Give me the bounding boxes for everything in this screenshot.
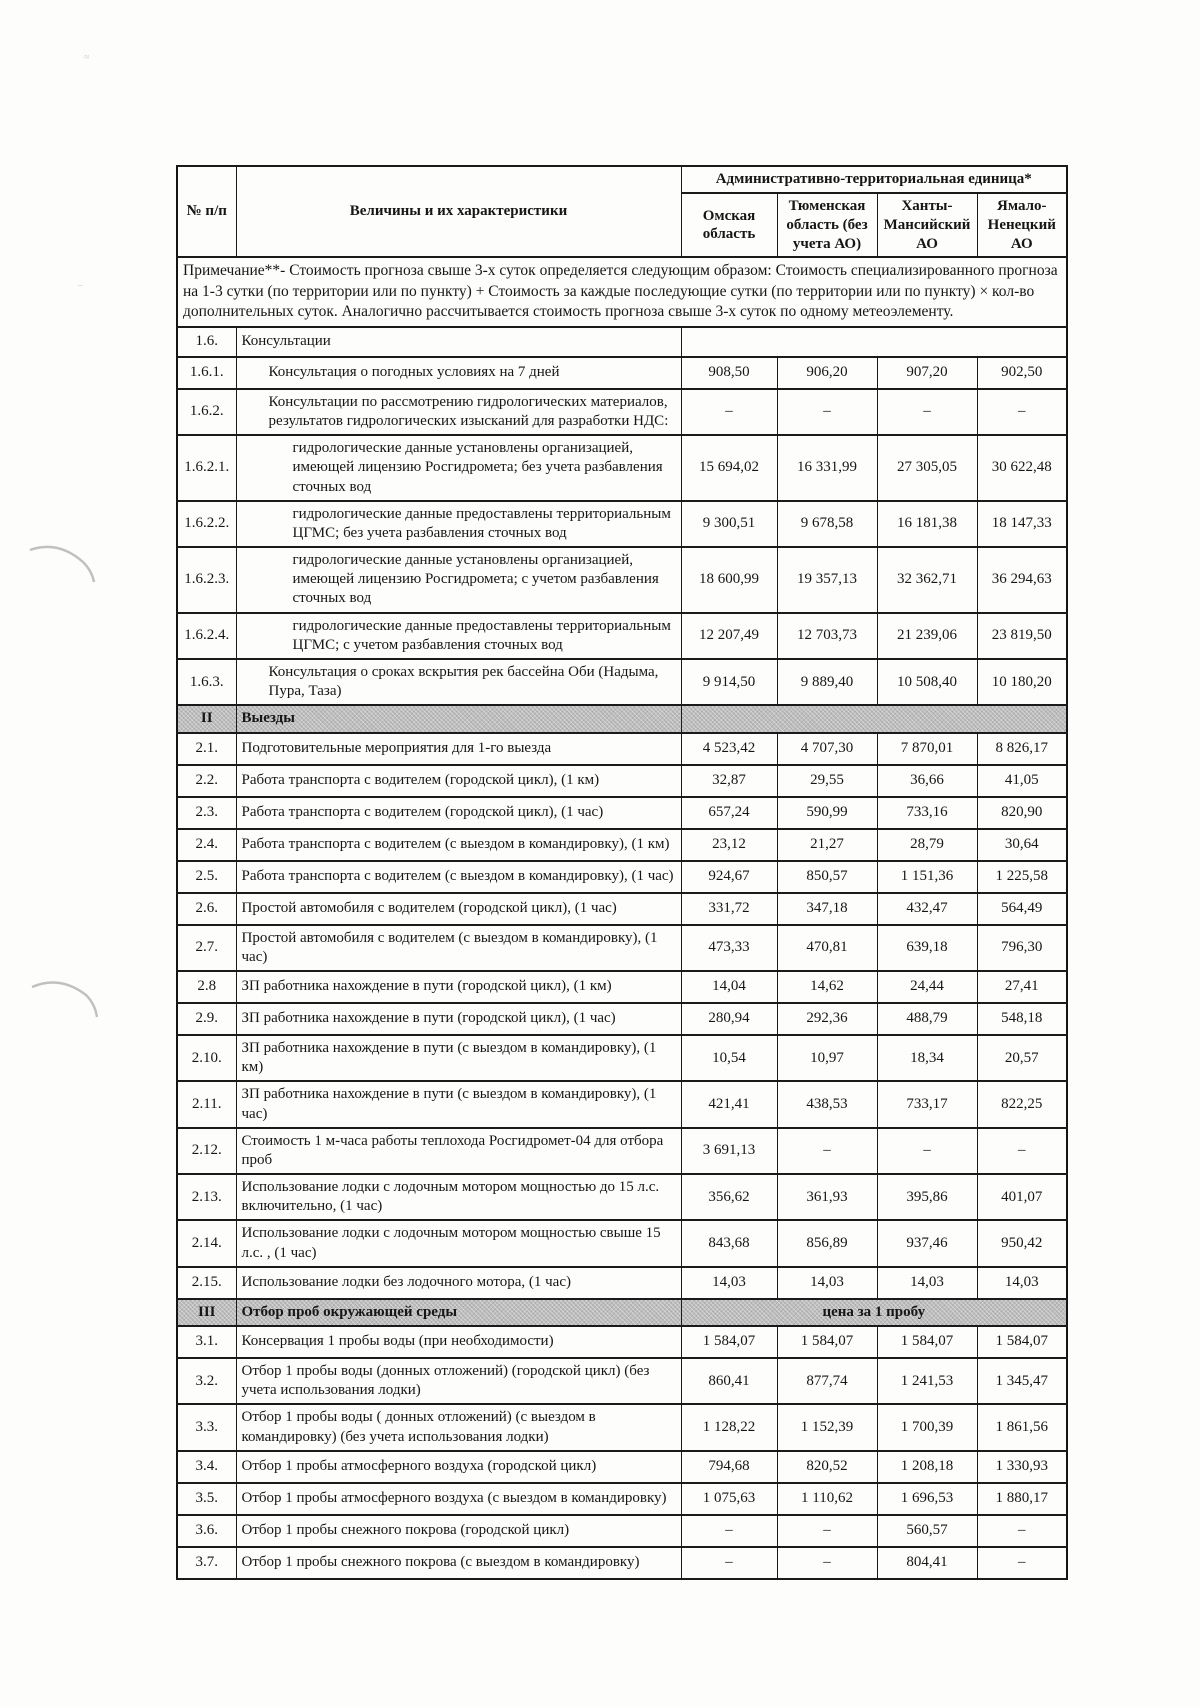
table-row: [177, 435, 1067, 501]
row-number-cell: 1.6.3.: [177, 659, 236, 705]
table-row: [177, 971, 1067, 1003]
value-cell: 950,42: [977, 1220, 1067, 1266]
row-span-cell: [681, 705, 1067, 732]
header-row-top: [177, 166, 1067, 193]
table-row: [177, 1515, 1067, 1547]
row-number-cell: 2.14.: [177, 1220, 236, 1266]
value-cell: 1 584,07: [681, 1326, 777, 1358]
row-desc-cell: Отбор 1 пробы атмосферного воздуха (с выездом в командировку): [236, 1483, 681, 1515]
row-number-cell: 2.12.: [177, 1128, 236, 1174]
row-number-cell: II: [177, 705, 236, 732]
row-desc-cell: Простой автомобиля с водителем (городской цикл), (1 час): [236, 893, 681, 925]
value-cell: –: [777, 389, 877, 435]
row-number-cell: 2.2.: [177, 765, 236, 797]
value-cell: 1 584,07: [777, 1326, 877, 1358]
value-cell: –: [681, 1515, 777, 1547]
value-cell: 843,68: [681, 1220, 777, 1266]
row-number-cell: 3.1.: [177, 1326, 236, 1358]
value-cell: 41,05: [977, 765, 1067, 797]
table-row: [177, 733, 1067, 765]
table-row: [177, 1220, 1067, 1266]
value-cell: –: [877, 389, 977, 435]
value-cell: –: [977, 389, 1067, 435]
table-row: [177, 1174, 1067, 1220]
value-cell: –: [681, 1547, 777, 1579]
scan-speck: ≈: [84, 52, 90, 63]
value-cell: 347,18: [777, 893, 877, 925]
value-cell: 804,41: [877, 1547, 977, 1579]
value-cell: 15 694,02: [681, 435, 777, 501]
row-desc-cell: Консультация о сроках вскрытия рек бассейна Оби (Надыма, Пура, Таза): [236, 659, 681, 705]
row-number-cell: 2.3.: [177, 797, 236, 829]
group-row: [177, 327, 1067, 357]
row-number-cell: 2.9.: [177, 1003, 236, 1035]
price-table: [176, 165, 1068, 1580]
table-row: [177, 1081, 1067, 1127]
table-row: [177, 357, 1067, 389]
value-cell: 1 861,56: [977, 1404, 1067, 1450]
value-cell: –: [777, 1547, 877, 1579]
row-number-cell: 3.3.: [177, 1404, 236, 1450]
table-row: [177, 1358, 1067, 1404]
value-cell: 488,79: [877, 1003, 977, 1035]
value-cell: 4 523,42: [681, 733, 777, 765]
table-row: [177, 1483, 1067, 1515]
value-cell: 1 110,62: [777, 1483, 877, 1515]
table-row: [177, 1547, 1067, 1579]
table-row: [177, 389, 1067, 435]
value-cell: 9 914,50: [681, 659, 777, 705]
row-span-cell: [681, 327, 1067, 357]
row-label-cell: Консультации: [236, 327, 681, 357]
table-row: [177, 1451, 1067, 1483]
table-row: [177, 501, 1067, 547]
value-cell: 1 241,53: [877, 1358, 977, 1404]
row-number-cell: 1.6.1.: [177, 357, 236, 389]
row-desc-cell: Использование лодки без лодочного мотора, (1 час): [236, 1267, 681, 1299]
row-desc-cell: Консультации по рассмотрению гидрологических материалов, результатов гидрологических изысканий для разработки НДС:: [236, 389, 681, 435]
value-cell: 856,89: [777, 1220, 877, 1266]
table-row: [177, 925, 1067, 971]
value-cell: 733,17: [877, 1081, 977, 1127]
table-row: [177, 1003, 1067, 1035]
value-cell: 860,41: [681, 1358, 777, 1404]
row-number-cell: 1.6.2.3.: [177, 547, 236, 613]
row-desc-cell: Использование лодки с лодочным мотором мощностью свыше 15 л.с. , (1 час): [236, 1220, 681, 1266]
value-cell: 36,66: [877, 765, 977, 797]
value-cell: 9 678,58: [777, 501, 877, 547]
value-cell: 19 357,13: [777, 547, 877, 613]
value-cell: 902,50: [977, 357, 1067, 389]
value-cell: –: [977, 1515, 1067, 1547]
value-cell: 16 181,38: [877, 501, 977, 547]
note-text: Примечание**- Стоимость прогноза свыше 3-х суток определяется следующим образом: Стоимость специализированного прогноза на 1-3 сутки (по территории или по пункту) + Стоимость за каждые последующие сутки (по территории или по пункту) × кол-во дополнительных суток. Аналогично рассчитывается стоимость прогноза свыше 3-х суток по одному метеоэлементу.: [177, 257, 1067, 326]
value-cell: 32 362,71: [877, 547, 977, 613]
table-row: [177, 765, 1067, 797]
row-number-cell: 2.8: [177, 971, 236, 1003]
value-cell: 356,62: [681, 1174, 777, 1220]
value-cell: 907,20: [877, 357, 977, 389]
table-row: [177, 1035, 1067, 1081]
row-desc-cell: Отбор 1 пробы снежного покрова (с выездом в командировку): [236, 1547, 681, 1579]
value-cell: 1 128,22: [681, 1404, 777, 1450]
row-number-cell: III: [177, 1299, 236, 1326]
row-desc-cell: гидрологические данные предоставлены территориальным ЦГМС; с учетом разбавления сточных вод: [236, 613, 681, 659]
value-cell: 733,16: [877, 797, 977, 829]
value-cell: 36 294,63: [977, 547, 1067, 613]
row-desc-cell: гидрологические данные установлены организацией, имеющей лицензию Росгидромета; без учета разбавления сточных вод: [236, 435, 681, 501]
row-desc-cell: Работа транспорта с водителем (городской цикл), (1 км): [236, 765, 681, 797]
row-number-cell: 2.1.: [177, 733, 236, 765]
scan-speck: –: [78, 280, 83, 291]
value-cell: 20,57: [977, 1035, 1067, 1081]
value-cell: 1 225,58: [977, 861, 1067, 893]
row-number-cell: 2.13.: [177, 1174, 236, 1220]
header-region-khanty: Ханты-Мансийский АО: [877, 193, 977, 257]
value-cell: 18 600,99: [681, 547, 777, 613]
row-number-cell: 1.6.2.1.: [177, 435, 236, 501]
value-cell: 1 330,93: [977, 1451, 1067, 1483]
value-cell: 937,46: [877, 1220, 977, 1266]
table-row: [177, 1128, 1067, 1174]
row-desc-cell: Отбор 1 пробы воды (донных отложений) (городской цикл) (без учета использования лодки): [236, 1358, 681, 1404]
value-cell: 9 300,51: [681, 501, 777, 547]
row-desc-cell: Работа транспорта с водителем (с выездом в командировку), (1 км): [236, 829, 681, 861]
row-desc-cell: гидрологические данные предоставлены территориальным ЦГМС; без учета разбавления сточных вод: [236, 501, 681, 547]
value-cell: 30,64: [977, 829, 1067, 861]
value-cell: 14,03: [977, 1267, 1067, 1299]
value-cell: 1 345,47: [977, 1358, 1067, 1404]
row-label-cell: Выезды: [236, 705, 681, 732]
header-region-tyumen: Тюменская область (без учета АО): [777, 193, 877, 257]
row-desc-cell: Консультация о погодных условиях на 7 дней: [236, 357, 681, 389]
value-cell: 560,57: [877, 1515, 977, 1547]
table-row: [177, 797, 1067, 829]
value-cell: 4 707,30: [777, 733, 877, 765]
row-desc-cell: Простой автомобиля с водителем (с выездом в командировку), (1 час): [236, 925, 681, 971]
row-desc-cell: ЗП работника нахождение в пути (городской цикл), (1 час): [236, 1003, 681, 1035]
value-cell: 12 703,73: [777, 613, 877, 659]
value-cell: 21,27: [777, 829, 877, 861]
value-cell: 1 584,07: [877, 1326, 977, 1358]
value-cell: 14,62: [777, 971, 877, 1003]
scan-curve-mark: [30, 975, 100, 1020]
row-desc-cell: Отбор 1 пробы атмосферного воздуха (городской цикл): [236, 1451, 681, 1483]
row-desc-cell: Подготовительные мероприятия для 1-го выезда: [236, 733, 681, 765]
row-number-cell: 2.5.: [177, 861, 236, 893]
value-cell: –: [777, 1515, 877, 1547]
header-region-omsk: Омская область: [681, 193, 777, 257]
table-row: [177, 1404, 1067, 1450]
value-cell: 401,07: [977, 1174, 1067, 1220]
value-cell: 820,90: [977, 797, 1067, 829]
row-number-cell: 3.5.: [177, 1483, 236, 1515]
value-cell: 794,68: [681, 1451, 777, 1483]
table-row: [177, 613, 1067, 659]
value-cell: 30 622,48: [977, 435, 1067, 501]
row-number-cell: 1.6.: [177, 327, 236, 357]
row-number-cell: 3.4.: [177, 1451, 236, 1483]
row-desc-cell: Отбор 1 пробы снежного покрова (городской цикл): [236, 1515, 681, 1547]
value-cell: 564,49: [977, 893, 1067, 925]
row-number-cell: 3.7.: [177, 1547, 236, 1579]
row-number-cell: 2.6.: [177, 893, 236, 925]
value-cell: 27 305,05: [877, 435, 977, 501]
section-row: [177, 1299, 1067, 1326]
value-cell: 23 819,50: [977, 613, 1067, 659]
row-desc-cell: Консервация 1 пробы воды (при необходимости): [236, 1326, 681, 1358]
value-cell: 820,52: [777, 1451, 877, 1483]
value-cell: 850,57: [777, 861, 877, 893]
table-row: [177, 1326, 1067, 1358]
row-desc-cell: Работа транспорта с водителем (городской цикл), (1 час): [236, 797, 681, 829]
value-cell: 10,54: [681, 1035, 777, 1081]
value-cell: –: [977, 1128, 1067, 1174]
value-cell: 1 075,63: [681, 1483, 777, 1515]
value-cell: 292,36: [777, 1003, 877, 1035]
value-cell: 24,44: [877, 971, 977, 1003]
value-cell: 10 508,40: [877, 659, 977, 705]
row-desc-cell: ЗП работника нахождение в пути (городской цикл), (1 км): [236, 971, 681, 1003]
value-cell: 395,86: [877, 1174, 977, 1220]
value-cell: 7 870,01: [877, 733, 977, 765]
value-cell: 877,74: [777, 1358, 877, 1404]
row-desc-cell: Использование лодки с лодочным мотором мощностью до 15 л.с. включительно, (1 час): [236, 1174, 681, 1220]
value-cell: 906,20: [777, 357, 877, 389]
value-cell: 280,94: [681, 1003, 777, 1035]
value-cell: 1 700,39: [877, 1404, 977, 1450]
value-cell: 27,41: [977, 971, 1067, 1003]
table-row: [177, 861, 1067, 893]
row-desc-cell: Стоимость 1 м-часа работы теплохода Росгидромет-04 для отбора проб: [236, 1128, 681, 1174]
row-number-cell: 1.6.2.2.: [177, 501, 236, 547]
value-cell: 1 208,18: [877, 1451, 977, 1483]
value-cell: 432,47: [877, 893, 977, 925]
row-desc-cell: Работа транспорта с водителем (с выездом в командировку), (1 час): [236, 861, 681, 893]
row-number-cell: 2.11.: [177, 1081, 236, 1127]
table-row: [177, 1267, 1067, 1299]
header-characteristics: Величины и их характеристики: [236, 166, 681, 257]
row-number-cell: 3.6.: [177, 1515, 236, 1547]
value-cell: 1 696,53: [877, 1483, 977, 1515]
row-number-cell: 1.6.2.4.: [177, 613, 236, 659]
value-cell: 590,99: [777, 797, 877, 829]
value-cell: 331,72: [681, 893, 777, 925]
value-cell: 23,12: [681, 829, 777, 861]
row-desc-cell: Отбор 1 пробы воды ( донных отложений) (с выездом в командировку) (без учета использования лодки): [236, 1404, 681, 1450]
table-row: [177, 547, 1067, 613]
value-cell: 470,81: [777, 925, 877, 971]
value-cell: 924,67: [681, 861, 777, 893]
value-cell: 473,33: [681, 925, 777, 971]
value-cell: 3 691,13: [681, 1128, 777, 1174]
table-row: [177, 893, 1067, 925]
row-desc-cell: ЗП работника нахождение в пути (с выездом в командировку), (1 час): [236, 1081, 681, 1127]
value-cell: 32,87: [681, 765, 777, 797]
value-cell: 18,34: [877, 1035, 977, 1081]
value-cell: 361,93: [777, 1174, 877, 1220]
value-cell: 1 152,39: [777, 1404, 877, 1450]
value-cell: 10,97: [777, 1035, 877, 1081]
value-cell: –: [777, 1128, 877, 1174]
row-desc-cell: гидрологические данные установлены организацией, имеющей лицензию Росгидромета; с учетом разбавления сточных вод: [236, 547, 681, 613]
row-number-cell: 1.6.2.: [177, 389, 236, 435]
header-admin-unit: Административно-территориальная единица*: [681, 166, 1067, 193]
note-body: [177, 257, 1067, 326]
value-cell: 14,03: [681, 1267, 777, 1299]
value-cell: –: [877, 1128, 977, 1174]
value-cell: 908,50: [681, 357, 777, 389]
value-cell: 1 151,36: [877, 861, 977, 893]
row-label-cell: Отбор проб окружающей среды: [236, 1299, 681, 1326]
value-cell: 1 584,07: [977, 1326, 1067, 1358]
value-cell: 8 826,17: [977, 733, 1067, 765]
value-cell: 438,53: [777, 1081, 877, 1127]
table-header: [177, 166, 1067, 257]
section-row: [177, 705, 1067, 732]
table-row: [177, 829, 1067, 861]
note-row: [177, 257, 1067, 326]
value-cell: 18 147,33: [977, 501, 1067, 547]
row-number-cell: 3.2.: [177, 1358, 236, 1404]
value-cell: 16 331,99: [777, 435, 877, 501]
value-cell: –: [681, 389, 777, 435]
value-cell: 639,18: [877, 925, 977, 971]
value-cell: 12 207,49: [681, 613, 777, 659]
value-cell: 21 239,06: [877, 613, 977, 659]
header-region-yamal: Ямало-Ненецкий АО: [977, 193, 1067, 257]
value-cell: 548,18: [977, 1003, 1067, 1035]
row-number-cell: 2.4.: [177, 829, 236, 861]
row-number-cell: 2.7.: [177, 925, 236, 971]
value-cell: 822,25: [977, 1081, 1067, 1127]
row-number-cell: 2.15.: [177, 1267, 236, 1299]
value-cell: 29,55: [777, 765, 877, 797]
table-row: [177, 659, 1067, 705]
value-cell: 796,30: [977, 925, 1067, 971]
value-cell: 14,04: [681, 971, 777, 1003]
value-cell: 10 180,20: [977, 659, 1067, 705]
header-num: № п/п: [177, 166, 236, 257]
value-cell: 14,03: [777, 1267, 877, 1299]
value-cell: 9 889,40: [777, 659, 877, 705]
value-cell: –: [977, 1547, 1067, 1579]
price-table-body: [177, 327, 1067, 1579]
value-cell: 1 880,17: [977, 1483, 1067, 1515]
row-desc-cell: ЗП работника нахождение в пути (с выездом в командировку), (1 км): [236, 1035, 681, 1081]
value-cell: 421,41: [681, 1081, 777, 1127]
value-cell: 657,24: [681, 797, 777, 829]
value-cell: 14,03: [877, 1267, 977, 1299]
value-cell: 28,79: [877, 829, 977, 861]
row-number-cell: 2.10.: [177, 1035, 236, 1081]
row-span-cell: цена за 1 пробу: [681, 1299, 1067, 1326]
scan-curve-mark: [28, 540, 98, 585]
